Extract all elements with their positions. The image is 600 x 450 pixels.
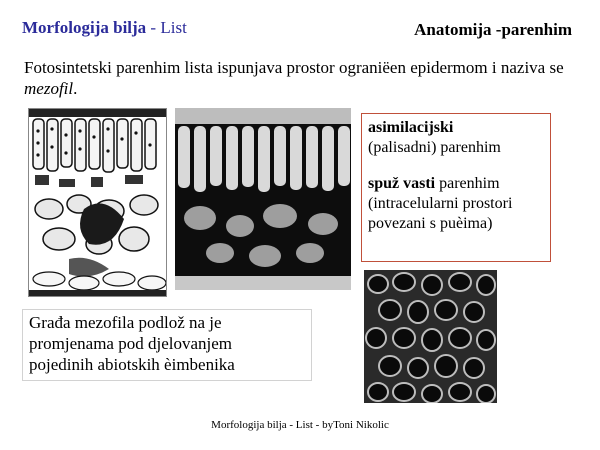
note-line-1: Građa mezofila podlož na je — [29, 313, 222, 332]
intro-term: mezofil — [24, 79, 74, 98]
slide-title — [22, 18, 187, 38]
spongy-parenchyma-micrograph — [364, 270, 497, 403]
slide-title-sub: List — [160, 18, 187, 37]
note-line-3: pojedinih abiotskih èimbenika — [29, 355, 235, 374]
note-line-2: promjenama pod djelovanjem — [29, 334, 232, 353]
intro-paragraph — [24, 57, 584, 99]
slide-title-separator: - — [146, 18, 161, 37]
palisade-term: asimilacijski — [368, 119, 454, 136]
spongy-desc-1: (intracelularni prostori — [368, 195, 513, 212]
section-title: Anatomija -parenhim — [414, 20, 572, 39]
parenchyma-info-box — [361, 113, 551, 262]
spongy-rest: parenhim — [435, 175, 500, 192]
palisade-desc: (palisadni) parenhim — [368, 139, 501, 156]
leaf-micrograph-cross-section — [175, 108, 351, 290]
mesophyll-note-box — [22, 309, 312, 381]
intro-end: . — [73, 79, 78, 98]
slide-title-main: Morfologija bilja — [22, 18, 147, 37]
leaf-cross-section-drawing — [28, 108, 167, 297]
spongy-desc-2: povezani s puèima) — [368, 215, 493, 232]
intro-text: Fotosintetski parenhim lista ispunjava prostor ograniëen epidermom i naziva se — [24, 58, 564, 77]
spongy-term: spuž vasti — [368, 175, 436, 192]
slide-footer: Morfologija bilja - List - byToni Nikolic — [211, 419, 389, 431]
